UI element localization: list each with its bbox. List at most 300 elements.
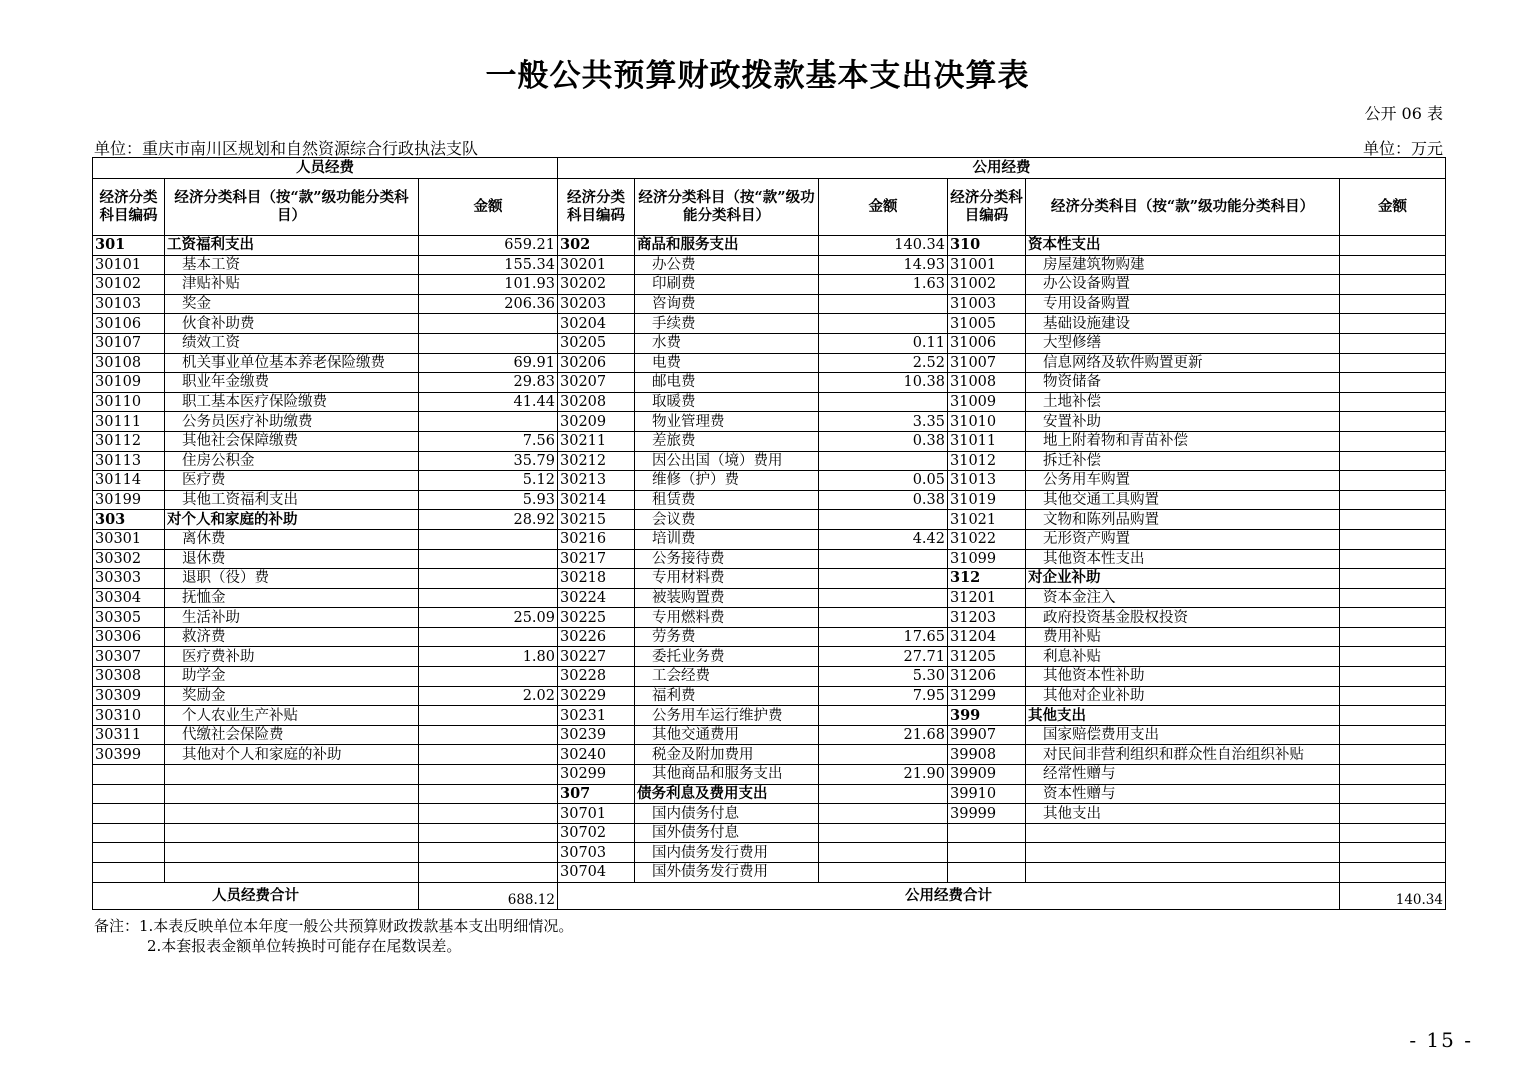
header-amount: 金额 [419, 179, 558, 236]
code-cell: 30201 [558, 255, 635, 275]
name-cell: 办公设备购置 [1026, 275, 1340, 295]
amount-cell [1340, 451, 1446, 471]
code-cell: 30227 [558, 647, 635, 667]
amount-cell: 140.34 [819, 236, 948, 256]
code-cell: 31099 [948, 549, 1026, 569]
name-cell: 专用燃料费 [635, 608, 819, 628]
name-cell: 咨询费 [635, 294, 819, 314]
code-cell: 31007 [948, 353, 1026, 373]
name-cell: 绩效工资 [165, 333, 419, 353]
table-row [93, 627, 1446, 647]
code-cell: 31005 [948, 314, 1026, 334]
amount-cell [819, 569, 948, 589]
code-cell: 30106 [93, 314, 165, 334]
amount-cell [1340, 569, 1446, 589]
amount-cell [419, 804, 558, 824]
name-cell [165, 765, 419, 785]
amount-cell [419, 549, 558, 569]
amount-cell [819, 843, 948, 863]
name-cell: 职业年金缴费 [165, 373, 419, 393]
amount-cell: 2.02 [419, 686, 558, 706]
code-cell: 31001 [948, 255, 1026, 275]
code-cell: 30214 [558, 490, 635, 510]
amount-cell: 659.21 [419, 236, 558, 256]
header-code: 经济分类科目编码 [948, 179, 1026, 236]
name-cell: 其他工资福利支出 [165, 490, 419, 510]
code-cell: 39908 [948, 745, 1026, 765]
amount-cell [1340, 529, 1446, 549]
code-cell: 30301 [93, 529, 165, 549]
code-cell: 31011 [948, 431, 1026, 451]
code-cell: 31009 [948, 392, 1026, 412]
name-cell: 医疗费 [165, 471, 419, 491]
amount-cell [419, 706, 558, 726]
name-cell: 电费 [635, 353, 819, 373]
table-row [93, 863, 1446, 883]
amount-cell [419, 784, 558, 804]
name-cell: 公务员医疗补助缴费 [165, 412, 419, 432]
code-cell: 30228 [558, 667, 635, 687]
code-cell: 312 [948, 569, 1026, 589]
code-cell: 30704 [558, 863, 635, 883]
name-cell: 其他交通工具购置 [1026, 490, 1340, 510]
code-cell: 30113 [93, 451, 165, 471]
name-cell: 奖励金 [165, 686, 419, 706]
table-row [93, 294, 1446, 314]
header-name: 经济分类科目（按“款”级功能分类科目） [1026, 179, 1340, 236]
code-cell: 31205 [948, 647, 1026, 667]
code-cell: 30215 [558, 510, 635, 530]
amount-cell [1340, 510, 1446, 530]
amount-cell [1340, 725, 1446, 745]
code-cell [93, 823, 165, 843]
code-cell: 30206 [558, 353, 635, 373]
name-cell: 奖金 [165, 294, 419, 314]
amount-cell [1340, 353, 1446, 373]
code-cell: 30114 [93, 471, 165, 491]
name-cell [165, 804, 419, 824]
name-cell: 利息补贴 [1026, 647, 1340, 667]
code-cell: 30207 [558, 373, 635, 393]
table-row [93, 647, 1446, 667]
table-row [93, 667, 1446, 687]
name-cell: 取暖费 [635, 392, 819, 412]
amount-cell [819, 608, 948, 628]
name-cell: 国家赔偿费用支出 [1026, 725, 1340, 745]
code-cell: 30216 [558, 529, 635, 549]
name-cell: 资本金注入 [1026, 588, 1340, 608]
code-cell: 310 [948, 236, 1026, 256]
header-name: 经济分类科目（按“款”级功能分类科目） [635, 179, 819, 236]
amount-cell: 0.11 [819, 333, 948, 353]
name-cell: 培训费 [635, 529, 819, 549]
name-cell: 国外债务付息 [635, 823, 819, 843]
code-cell: 30111 [93, 412, 165, 432]
code-cell: 30209 [558, 412, 635, 432]
name-cell: 印刷费 [635, 275, 819, 295]
code-cell: 399 [948, 706, 1026, 726]
code-cell [948, 863, 1026, 883]
amount-cell: 5.30 [819, 667, 948, 687]
name-cell: 住房公积金 [165, 451, 419, 471]
amount-cell [1340, 745, 1446, 765]
code-cell: 30299 [558, 765, 635, 785]
name-cell: 政府投资基金股权投资 [1026, 608, 1340, 628]
amount-cell: 5.12 [419, 471, 558, 491]
header-name: 经济分类科目（按“款”级功能分类科目） [165, 179, 419, 236]
code-cell: 30110 [93, 392, 165, 412]
code-cell [93, 843, 165, 863]
code-cell: 30108 [93, 353, 165, 373]
name-cell: 手续费 [635, 314, 819, 334]
amount-cell [1340, 412, 1446, 432]
notes [94, 916, 573, 956]
code-cell: 30211 [558, 431, 635, 451]
name-cell: 其他商品和服务支出 [635, 765, 819, 785]
code-cell: 30307 [93, 647, 165, 667]
amount-cell: 29.83 [419, 373, 558, 393]
name-cell: 差旅费 [635, 431, 819, 451]
amount-cell [819, 510, 948, 530]
table-row [93, 784, 1446, 804]
name-cell: 其他对个人和家庭的补助 [165, 745, 419, 765]
amount-cell [1340, 627, 1446, 647]
name-cell: 医疗费补助 [165, 647, 419, 667]
code-cell [93, 784, 165, 804]
code-cell: 30212 [558, 451, 635, 471]
name-cell [1026, 863, 1340, 883]
name-cell: 公务用车运行维护费 [635, 706, 819, 726]
code-cell: 30304 [93, 588, 165, 608]
code-cell: 30202 [558, 275, 635, 295]
table-row [93, 608, 1446, 628]
code-cell: 31022 [948, 529, 1026, 549]
code-cell: 30204 [558, 314, 635, 334]
table-row [93, 353, 1446, 373]
name-cell: 对企业补助 [1026, 569, 1340, 589]
table-row [93, 569, 1446, 589]
table-row [93, 725, 1446, 745]
amount-cell: 0.38 [819, 431, 948, 451]
amount-cell [1340, 843, 1446, 863]
table-row [93, 275, 1446, 295]
name-cell: 被装购置费 [635, 588, 819, 608]
amount-cell [819, 804, 948, 824]
name-cell: 资本性赠与 [1026, 784, 1340, 804]
name-cell: 拆迁补偿 [1026, 451, 1340, 471]
code-cell: 39907 [948, 725, 1026, 745]
public-total-label: 公用经费合计 [558, 882, 1340, 909]
name-cell: 专用设备购置 [1026, 294, 1340, 314]
amount-cell: 2.52 [819, 353, 948, 373]
table-row [93, 843, 1446, 863]
amount-cell [819, 588, 948, 608]
name-cell [165, 784, 419, 804]
code-cell: 30231 [558, 706, 635, 726]
table-row [93, 510, 1446, 530]
name-cell: 物资储备 [1026, 373, 1340, 393]
name-cell: 因公出国（境）费用 [635, 451, 819, 471]
amount-cell: 206.36 [419, 294, 558, 314]
name-cell [165, 843, 419, 863]
code-cell: 39910 [948, 784, 1026, 804]
name-cell: 专用材料费 [635, 569, 819, 589]
code-cell: 30703 [558, 843, 635, 863]
name-cell: 国内债务发行费用 [635, 843, 819, 863]
name-cell: 对个人和家庭的补助 [165, 510, 419, 530]
code-cell [93, 863, 165, 883]
table-row [93, 451, 1446, 471]
group-header-row [93, 158, 1446, 179]
table-row [93, 549, 1446, 569]
code-cell: 31002 [948, 275, 1026, 295]
name-cell: 费用补贴 [1026, 627, 1340, 647]
amount-cell [1340, 804, 1446, 824]
name-cell: 代缴社会保险费 [165, 725, 419, 745]
amount-cell: 0.05 [819, 471, 948, 491]
amount-cell [1340, 647, 1446, 667]
name-cell: 国外债务发行费用 [635, 863, 819, 883]
code-cell: 30224 [558, 588, 635, 608]
name-cell: 维修（护）费 [635, 471, 819, 491]
code-cell [948, 823, 1026, 843]
code-cell: 303 [93, 510, 165, 530]
amount-cell [1340, 392, 1446, 412]
code-cell: 30213 [558, 471, 635, 491]
code-cell: 30102 [93, 275, 165, 295]
amount-cell [1340, 255, 1446, 275]
code-cell: 31008 [948, 373, 1026, 393]
code-cell: 31003 [948, 294, 1026, 314]
amount-cell [419, 667, 558, 687]
code-cell: 31013 [948, 471, 1026, 491]
table-row [93, 373, 1446, 393]
name-cell: 抚恤金 [165, 588, 419, 608]
table-row [93, 686, 1446, 706]
amount-cell [419, 314, 558, 334]
amount-cell [819, 745, 948, 765]
name-cell: 地上附着物和青苗补偿 [1026, 431, 1340, 451]
name-cell: 伙食补助费 [165, 314, 419, 334]
code-cell: 30702 [558, 823, 635, 843]
code-cell: 307 [558, 784, 635, 804]
name-cell: 其他资本性支出 [1026, 549, 1340, 569]
name-cell: 商品和服务支出 [635, 236, 819, 256]
code-cell: 30109 [93, 373, 165, 393]
amount-cell: 101.93 [419, 275, 558, 295]
table-row [93, 706, 1446, 726]
header-code: 经济分类科目编码 [93, 179, 165, 236]
amount-cell: 21.68 [819, 725, 948, 745]
amount-cell [419, 412, 558, 432]
name-cell [165, 823, 419, 843]
public-total-value: 140.34 [1340, 882, 1446, 909]
code-cell: 31201 [948, 588, 1026, 608]
name-cell [165, 863, 419, 883]
name-cell: 税金及附加费用 [635, 745, 819, 765]
name-cell [1026, 823, 1340, 843]
amount-cell [819, 314, 948, 334]
code-cell: 31006 [948, 333, 1026, 353]
amount-cell: 1.80 [419, 647, 558, 667]
code-cell: 31019 [948, 490, 1026, 510]
code-cell: 31204 [948, 627, 1026, 647]
table-row [93, 471, 1446, 491]
code-cell: 30302 [93, 549, 165, 569]
code-cell: 30701 [558, 804, 635, 824]
column-header-row [93, 179, 1446, 236]
code-cell: 30101 [93, 255, 165, 275]
name-cell: 土地补偿 [1026, 392, 1340, 412]
amount-cell [419, 627, 558, 647]
name-cell: 公务接待费 [635, 549, 819, 569]
amount-cell [1340, 765, 1446, 785]
code-cell: 301 [93, 236, 165, 256]
name-cell: 办公费 [635, 255, 819, 275]
organization-unit: 单位：重庆市南川区规划和自然资源综合行政执法支队 [94, 139, 479, 158]
code-cell: 30226 [558, 627, 635, 647]
group-personnel: 人员经费 [93, 158, 558, 179]
amount-cell: 1.63 [819, 275, 948, 295]
code-cell: 302 [558, 236, 635, 256]
name-cell: 津贴补贴 [165, 275, 419, 295]
name-cell: 物业管理费 [635, 412, 819, 432]
table-row [93, 529, 1446, 549]
amount-cell [419, 569, 558, 589]
code-cell: 31206 [948, 667, 1026, 687]
name-cell: 邮电费 [635, 373, 819, 393]
amount-cell [1340, 275, 1446, 295]
code-cell: 30205 [558, 333, 635, 353]
header-amount: 金额 [1340, 179, 1446, 236]
code-cell: 30308 [93, 667, 165, 687]
amount-cell: 69.91 [419, 353, 558, 373]
amount-cell [1340, 431, 1446, 451]
code-cell [93, 765, 165, 785]
amount-cell [819, 784, 948, 804]
name-cell: 租赁费 [635, 490, 819, 510]
name-cell: 退职（役）费 [165, 569, 419, 589]
amount-cell [419, 863, 558, 883]
code-cell: 30399 [93, 745, 165, 765]
code-cell: 30303 [93, 569, 165, 589]
amount-cell: 25.09 [419, 608, 558, 628]
name-cell: 房屋建筑物购建 [1026, 255, 1340, 275]
code-cell: 30208 [558, 392, 635, 412]
amount-cell [1340, 236, 1446, 256]
amount-cell: 155.34 [419, 255, 558, 275]
code-cell: 31021 [948, 510, 1026, 530]
name-cell [1026, 843, 1340, 863]
table-row [93, 823, 1446, 843]
name-cell: 其他对企业补助 [1026, 686, 1340, 706]
code-cell: 30217 [558, 549, 635, 569]
amount-cell [819, 549, 948, 569]
name-cell: 大型修缮 [1026, 333, 1340, 353]
page-title: 一般公共预算财政拨款基本支出决算表 [485, 58, 1030, 94]
amount-cell [1340, 863, 1446, 883]
name-cell: 其他交通费用 [635, 725, 819, 745]
expenditure-table [92, 157, 1446, 910]
name-cell: 其他社会保障缴费 [165, 431, 419, 451]
code-cell: 30229 [558, 686, 635, 706]
name-cell: 机关事业单位基本养老保险缴费 [165, 353, 419, 373]
amount-cell [1340, 667, 1446, 687]
name-cell: 生活补助 [165, 608, 419, 628]
name-cell: 会议费 [635, 510, 819, 530]
table-row [93, 804, 1446, 824]
amount-cell [1340, 333, 1446, 353]
amount-cell [819, 294, 948, 314]
name-cell: 基础设施建设 [1026, 314, 1340, 334]
name-cell: 无形资产购置 [1026, 529, 1340, 549]
code-cell: 39999 [948, 804, 1026, 824]
table-number: 公开 06 表 [1364, 104, 1443, 123]
amount-cell [819, 451, 948, 471]
code-cell: 30306 [93, 627, 165, 647]
amount-cell [1340, 314, 1446, 334]
code-cell [93, 804, 165, 824]
code-cell: 31299 [948, 686, 1026, 706]
name-cell: 离休费 [165, 529, 419, 549]
code-cell: 31203 [948, 608, 1026, 628]
table-row [93, 392, 1446, 412]
name-cell: 个人农业生产补贴 [165, 706, 419, 726]
currency-unit: 单位：万元 [1362, 139, 1443, 158]
totals-row [93, 882, 1446, 909]
code-cell: 30239 [558, 725, 635, 745]
amount-cell [419, 529, 558, 549]
amount-cell: 17.65 [819, 627, 948, 647]
code-cell: 30240 [558, 745, 635, 765]
amount-cell: 41.44 [419, 392, 558, 412]
name-cell: 福利费 [635, 686, 819, 706]
code-cell: 31012 [948, 451, 1026, 471]
name-cell: 信息网络及软件购置更新 [1026, 353, 1340, 373]
name-cell: 文物和陈列品购置 [1026, 510, 1340, 530]
amount-cell [819, 863, 948, 883]
amount-cell [1340, 784, 1446, 804]
amount-cell: 5.93 [419, 490, 558, 510]
table-row [93, 255, 1446, 275]
amount-cell: 21.90 [819, 765, 948, 785]
code-cell: 30309 [93, 686, 165, 706]
code-cell: 30203 [558, 294, 635, 314]
amount-cell [1340, 471, 1446, 491]
name-cell: 其他支出 [1026, 804, 1340, 824]
amount-cell [819, 706, 948, 726]
group-public: 公用经费 [558, 158, 1446, 179]
amount-cell: 35.79 [419, 451, 558, 471]
header-amount: 金额 [819, 179, 948, 236]
name-cell: 退休费 [165, 549, 419, 569]
amount-cell [419, 333, 558, 353]
table-row [93, 431, 1446, 451]
note-line-1: 备注：1.本表反映单位本年度一般公共预算财政拨款基本支出明细情况。 [94, 917, 574, 935]
name-cell: 对民间非营利组织和群众性自治组织补贴 [1026, 745, 1340, 765]
name-cell: 工会经费 [635, 667, 819, 687]
code-cell: 31010 [948, 412, 1026, 432]
name-cell: 工资福利支出 [165, 236, 419, 256]
name-cell: 经常性赠与 [1026, 765, 1340, 785]
table-row [93, 236, 1446, 256]
name-cell: 劳务费 [635, 627, 819, 647]
amount-cell [419, 823, 558, 843]
header-code: 经济分类科目编码 [558, 179, 635, 236]
amount-cell [1340, 823, 1446, 843]
name-cell: 救济费 [165, 627, 419, 647]
amount-cell [819, 823, 948, 843]
